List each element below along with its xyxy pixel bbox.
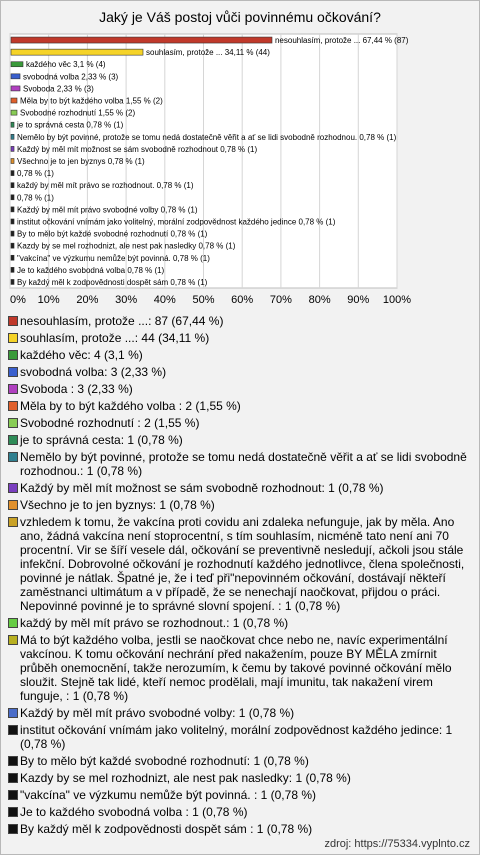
- legend-swatch: [8, 483, 18, 493]
- bar-label: Každý by měl mít právo svobodné volby 0,78 % (1): [17, 205, 198, 215]
- legend-swatch: [8, 401, 18, 411]
- legend-item: [8, 633, 472, 703]
- bar-label: Kazdy by se mel rozhodnizt, ale nest pak nasledky 0,78 % (1): [17, 241, 236, 251]
- legend-label: vzhledem k tomu, že vakcína proti covidu ani zdaleka nefunguje, jak by měla. Ano ano, žádná vakcína není stoprocentní, s tím souhlasím, nicméně tato není ani 70 procentní. Vir se šíří vesele dál, očkování se preventivně nesledují, ačkoli jsou stále infekční. Dobrovolné očkování je rozhodnutí každého jednotlivce, člena společnosti, povinné je nátlak. Špatné je, že i teď při"nepovinném očkování, dostávají někteří zaměstnanci ultimátum a v případě, že se nenechají naočkovat, přijdou o práci. Nepovinné povinné je to správné slovní spojení. : 1 (0,78 %): [20, 515, 465, 613]
- bar-label: "vakcína" ve výzkumu nemůže být povinná. 0,78 % (1): [17, 253, 210, 263]
- legend-swatch: [8, 725, 18, 735]
- legend-label: Všechno je to jen byznys: 1 (0,78 %): [20, 498, 215, 512]
- legend-swatch: [8, 418, 18, 428]
- bar-label: Svobodné rozhodnutí 1,55 % (2): [19, 108, 136, 118]
- bar-label: Měla by to být každého volba 1,55 % (2): [19, 96, 163, 106]
- legend-item: [8, 331, 472, 345]
- legend-swatch: [8, 452, 18, 462]
- x-tick-label: 0%: [10, 294, 26, 306]
- x-tick-label: 10%: [37, 294, 60, 306]
- bar: [11, 146, 14, 151]
- legend-swatch: [8, 618, 18, 628]
- bar-label: souhlasím, protože ... 34,11 % (44): [146, 48, 270, 58]
- legend-item: [8, 723, 472, 751]
- legend-label: Svobodné rozhodnutí : 2 (1,55 %): [20, 416, 200, 430]
- x-tick-label: 30%: [115, 294, 138, 306]
- x-tick-label: 70%: [269, 294, 292, 306]
- bar: [11, 62, 23, 67]
- x-tick-label: 90%: [347, 294, 370, 306]
- bar: [11, 49, 143, 55]
- bar: [11, 231, 14, 236]
- legend-swatch: [8, 517, 18, 527]
- bar-label: Svoboda 2,33 % (3): [23, 84, 94, 94]
- legend-swatch: [8, 500, 18, 510]
- bar: [11, 171, 14, 176]
- legend-swatch: [8, 635, 18, 645]
- source-note: zdroj: https://75334.vyplnto.cz: [324, 838, 470, 850]
- x-tick-label: 20%: [76, 294, 99, 306]
- legend-swatch: [8, 350, 18, 360]
- legend-item: [8, 498, 472, 512]
- legend-item: [8, 754, 472, 768]
- legend-swatch: [8, 790, 18, 800]
- x-tick-label: 80%: [308, 294, 331, 306]
- legend-item: [8, 515, 472, 613]
- bar-label: 0,78 % (1): [17, 193, 54, 203]
- bar-label: každý by měl mít právo se rozhodnout. 0,78 % (1): [17, 181, 194, 191]
- legend-label: institut očkování vnímám jako volitelný, morální zodpovědnost každého jedince: 1 (0,78 %): [20, 723, 453, 751]
- bar: [11, 98, 17, 103]
- legend-item: [8, 788, 472, 802]
- legend-swatch: [8, 384, 18, 394]
- legend-item: [8, 616, 472, 630]
- bar: [11, 255, 14, 260]
- legend-label: By každý měl k zodpovědnosti dospět sám : 1 (0,78 %): [20, 822, 313, 836]
- bar: [11, 110, 17, 115]
- x-tick-label: 60%: [231, 294, 254, 306]
- legend-label: Kazdy by se mel rozhodnizt, ale nest pak nasledky: 1 (0,78 %): [20, 771, 351, 785]
- legend-label: každého věc: 4 (3,1 %): [20, 348, 143, 362]
- legend-swatch: [8, 708, 18, 718]
- legend-label: "vakcína" ve výzkumu nemůže být povinná. : 1 (0,78 %): [20, 788, 316, 802]
- bar: [11, 86, 20, 91]
- bar: [11, 74, 20, 79]
- bar-label: svobodná volba 2,33 % (3): [23, 72, 119, 82]
- bar: [11, 183, 14, 188]
- legend-label: Měla by to být každého volba : 2 (1,55 %): [20, 399, 241, 413]
- legend-swatch: [8, 824, 18, 834]
- bar-label: By to mělo být každé svobodné rozhodnutí 0,78 % (1): [17, 229, 208, 239]
- legend-label: Svoboda : 3 (2,33 %): [20, 382, 133, 396]
- bar-label: 0,78 % (1): [17, 169, 54, 179]
- bar: [11, 159, 14, 164]
- legend-swatch: [8, 756, 18, 766]
- legend-item: [8, 433, 472, 447]
- bar: [11, 207, 14, 212]
- chart-title: Jaký je Váš postoj vůči povinnému očkování?: [99, 9, 381, 25]
- bar: [11, 219, 14, 224]
- legend-label: Každý by měl mít právo svobodné volby: 1 (0,78 %): [20, 706, 295, 720]
- legend-item: [8, 314, 472, 328]
- legend-label: Nemělo by být povinné, protože se tomu nedá dostatečně věřit a ať se lidi svobodně rozhodnou.: 1 (0,78 %): [20, 450, 467, 478]
- legend-swatch: [8, 367, 18, 377]
- bar-label: Všechno je to jen byznys 0,78 % (1): [17, 157, 145, 166]
- legend-label: Má to být každého volba, jestli se naočkovat chce nebo ne, navíc experimentální vakcínou. K tomu očkování nechrání před nakažením, pouze BY MĚLA zmírnit průběh onemocnění, takže nerozumím, k čemu by takové povinné očkování mělo sloužit. Stejně tak lidé, kteří nemoc prodělali, mají imunitu, tak nakažení virem funguje, : 1 (0,78 %): [20, 633, 452, 703]
- bar-label: By každý měl k zodpovědnosti dospět sám 0,78 % (1): [17, 277, 208, 287]
- legend-label: svobodná volba: 3 (2,33 %): [20, 365, 167, 379]
- bar: [11, 37, 272, 43]
- legend-label: nesouhlasím, protože ...: 87 (67,44 %): [20, 314, 224, 328]
- bar-label: Je to každého svobodná volba 0,78 % (1): [17, 265, 165, 275]
- x-tick-label: 100%: [382, 294, 412, 306]
- bar-label: Každý by měl mít možnost se sám svobodně rozhodnout 0,78 % (1): [17, 144, 258, 154]
- bar-label: nesouhlasím, protože ... 67,44 % (87): [274, 36, 409, 46]
- legend-item: [8, 365, 472, 379]
- bar-label: každého věc 3,1 % (4): [25, 60, 106, 70]
- bar-chart: [0, 0, 480, 310]
- x-tick-label: 40%: [153, 294, 176, 306]
- legend-item: [8, 450, 472, 478]
- legend-item: [8, 706, 472, 720]
- legend-label: každý by měl mít právo se rozhodnout.: 1 (0,78 %): [20, 616, 289, 630]
- legend-item: [8, 416, 472, 430]
- legend-item: [8, 399, 472, 413]
- legend-item: [8, 822, 472, 836]
- bar-label: institut očkování vnímám jako volitelný, morální zodpovědnost každého jedince 0,78 % (1): [17, 217, 336, 227]
- legend-swatch: [8, 807, 18, 817]
- bar: [11, 243, 14, 248]
- legend-label: souhlasím, protože ...: 44 (34,11 %): [20, 331, 210, 345]
- bar: [11, 267, 14, 272]
- bar: [11, 134, 14, 139]
- chart-legend: [8, 314, 472, 839]
- legend-swatch: [8, 333, 18, 343]
- bar: [11, 122, 14, 127]
- legend-item: [8, 348, 472, 362]
- legend-item: [8, 805, 472, 819]
- legend-label: Každý by měl mít možnost se sám svobodně rozhodnout: 1 (0,78 %): [20, 481, 384, 495]
- legend-label: By to mělo být každé svobodné rozhodnutí: 1 (0,78 %): [20, 754, 309, 768]
- legend-label: je to správná cesta: 1 (0,78 %): [20, 433, 183, 447]
- legend-swatch: [8, 316, 18, 326]
- bar-label: je to správná cesta 0,78 % (1): [17, 120, 124, 130]
- legend-swatch: [8, 773, 18, 783]
- x-tick-label: 50%: [192, 294, 215, 306]
- legend-item: [8, 771, 472, 785]
- legend-swatch: [8, 435, 18, 445]
- bar: [11, 195, 14, 200]
- legend-item: [8, 481, 472, 495]
- legend-item: [8, 382, 472, 396]
- legend-label: Je to každého svobodná volba : 1 (0,78 %): [20, 805, 248, 819]
- bar: [11, 279, 14, 284]
- bar-label: Nemělo by být povinné, protože se tomu nedá dostatečně věřit a ať se lidi svobodně rozhodnou. 0,78 % (1): [17, 132, 397, 142]
